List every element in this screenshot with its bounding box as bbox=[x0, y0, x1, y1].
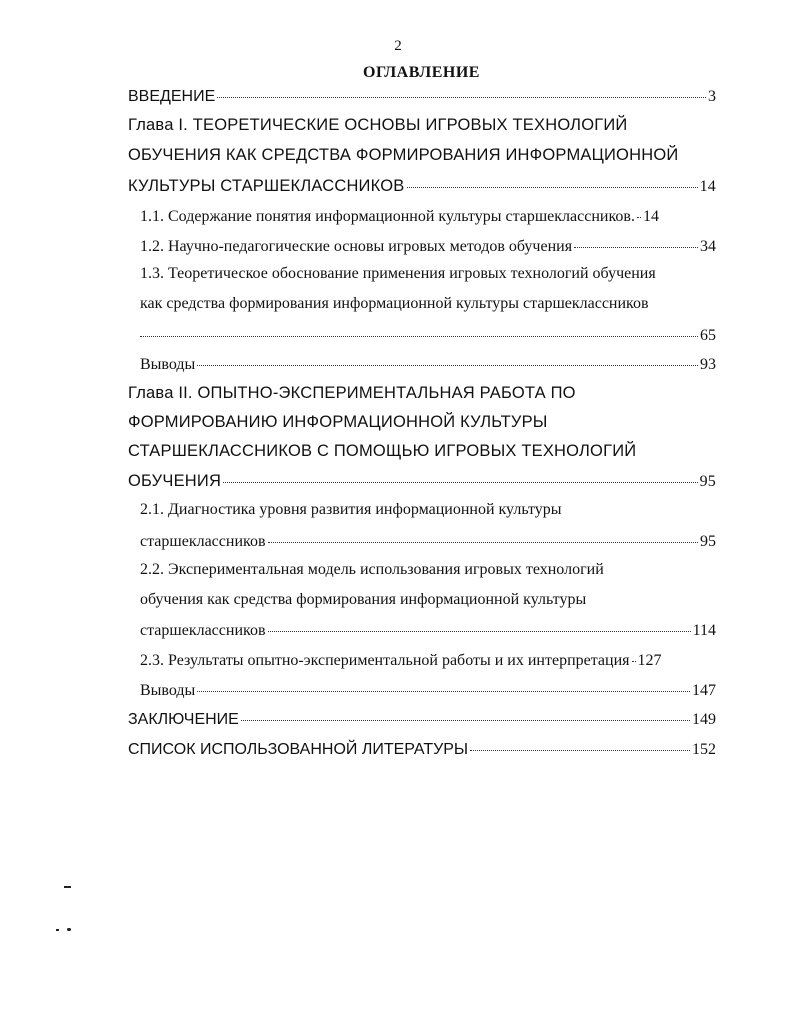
toc-section-2-2-line-2[interactable]: обучения как средства формирования информационной культуры bbox=[140, 591, 587, 608]
dot-leader bbox=[268, 528, 698, 546]
dot-leader bbox=[632, 647, 636, 665]
toc-conclusions-2[interactable] bbox=[140, 677, 716, 701]
toc-entry-page: 3 bbox=[708, 88, 716, 105]
toc-entry-title: СПИСОК ИСПОЛЬЗОВАННОЙ ЛИТЕРАТУРЫ bbox=[128, 741, 469, 758]
toc-section-1-3-line-1[interactable]: 1.3. Теоретическое обоснование применения игровых технологий обучения bbox=[140, 265, 656, 282]
toc-entry-page: 95 bbox=[700, 533, 716, 550]
toc-entry-page: 65 bbox=[700, 327, 716, 344]
toc-chapter-1-line-2[interactable]: ОБУЧЕНИЯ КАК СРЕДСТВА ФОРМИРОВАНИЯ ИНФОРМАЦИОННОЙ bbox=[128, 146, 679, 164]
toc-entry-title: 1.2. Научно-педагогические основы игровых методов обучения bbox=[140, 238, 573, 255]
toc-chapter-2-line-3[interactable]: СТАРШЕКЛАССНИКОВ С ПОМОЩЬЮ ИГРОВЫХ ТЕХНОЛОГИЙ bbox=[128, 442, 637, 460]
dot-leader bbox=[574, 233, 698, 251]
dot-leader bbox=[223, 468, 698, 486]
scan-artifact-mark bbox=[56, 929, 59, 931]
toc-entry-title: старшеклассников bbox=[140, 533, 266, 550]
dot-leader bbox=[197, 677, 690, 695]
toc-entry-page: 34 bbox=[700, 238, 716, 255]
toc-entry-title: ЗАКЛЮЧЕНИЕ bbox=[128, 711, 239, 728]
toc-section-1-2[interactable] bbox=[140, 233, 716, 257]
toc-entry-title: КУЛЬТУРЫ СТАРШЕКЛАССНИКОВ bbox=[128, 177, 405, 195]
dot-leader bbox=[140, 322, 698, 340]
toc-section-2-3[interactable] bbox=[140, 647, 716, 671]
toc-entry-page: 127 bbox=[637, 652, 662, 669]
toc-chapter-1-line-1[interactable]: Глава I. ТЕОРЕТИЧЕСКИЕ ОСНОВЫ ИГРОВЫХ ТЕХНОЛОГИЙ bbox=[128, 116, 628, 134]
dot-leader bbox=[407, 173, 698, 191]
toc-entry-title: старшеклассников bbox=[140, 622, 266, 639]
toc-entry-page: 152 bbox=[692, 741, 716, 758]
toc-section-2-2-line-1[interactable]: 2.2. Экспериментальная модель использования игровых технологий bbox=[140, 561, 604, 578]
toc-entry-page: 93 bbox=[700, 356, 716, 373]
toc-entry-page: 149 bbox=[692, 711, 716, 728]
toc-entry-title: 1.1. Содержание понятия информационной культуры старшеклассников. bbox=[140, 208, 635, 225]
toc-entry-title: ОБУЧЕНИЯ bbox=[128, 472, 222, 490]
toc-heading: ОГЛАВЛЕНИЕ bbox=[363, 64, 480, 81]
toc-entry-title: 2.3. Результаты опытно-экспериментальной работы и их интерпретация bbox=[140, 652, 630, 669]
toc-chapter-2-line-4[interactable] bbox=[128, 468, 716, 492]
toc-section-2-1-line-1[interactable]: 2.1. Диагностика уровня развития информационной культуры bbox=[140, 501, 562, 518]
dot-leader bbox=[217, 83, 706, 101]
toc-entry-page: 14 bbox=[642, 208, 659, 225]
toc-section-2-2-line-3[interactable] bbox=[140, 617, 716, 641]
toc-entry-title: Выводы bbox=[140, 356, 196, 373]
dot-leader bbox=[241, 706, 690, 724]
toc-entry-conclusion[interactable] bbox=[128, 706, 716, 730]
toc-entry-title: ВВЕДЕНИЕ bbox=[128, 88, 216, 105]
toc-entry-page: 147 bbox=[692, 682, 716, 699]
toc-section-1-1[interactable] bbox=[140, 203, 716, 227]
toc-entry-references[interactable] bbox=[128, 736, 716, 760]
toc-entry-title: Выводы bbox=[140, 682, 196, 699]
dot-leader bbox=[637, 203, 641, 221]
toc-entry-introduction[interactable] bbox=[128, 83, 716, 107]
toc-section-1-3-line-3[interactable] bbox=[140, 322, 716, 346]
scan-artifact-mark bbox=[67, 928, 71, 931]
dot-leader bbox=[268, 617, 691, 635]
toc-conclusions-1[interactable] bbox=[140, 351, 716, 375]
toc-chapter-2-line-2[interactable]: ФОРМИРОВАНИЮ ИНФОРМАЦИОННОЙ КУЛЬТУРЫ bbox=[128, 413, 548, 431]
toc-section-2-1-line-2[interactable] bbox=[140, 528, 716, 552]
toc-entry-page: 95 bbox=[699, 473, 716, 490]
toc-section-1-3-line-2[interactable]: как средства формирования информационной культуры старшеклассников bbox=[140, 295, 649, 312]
page-number: 2 bbox=[394, 38, 402, 54]
toc-chapter-2-line-1[interactable]: Глава II. ОПЫТНО-ЭКСПЕРИМЕНТАЛЬНАЯ РАБОТА ПО bbox=[128, 384, 576, 402]
dot-leader bbox=[197, 351, 698, 369]
dot-leader bbox=[470, 736, 690, 754]
toc-chapter-1-line-3[interactable] bbox=[128, 173, 716, 197]
toc-entry-page: 114 bbox=[692, 622, 716, 639]
toc-entry-page: 14 bbox=[699, 178, 716, 195]
scan-artifact-mark bbox=[64, 886, 71, 888]
